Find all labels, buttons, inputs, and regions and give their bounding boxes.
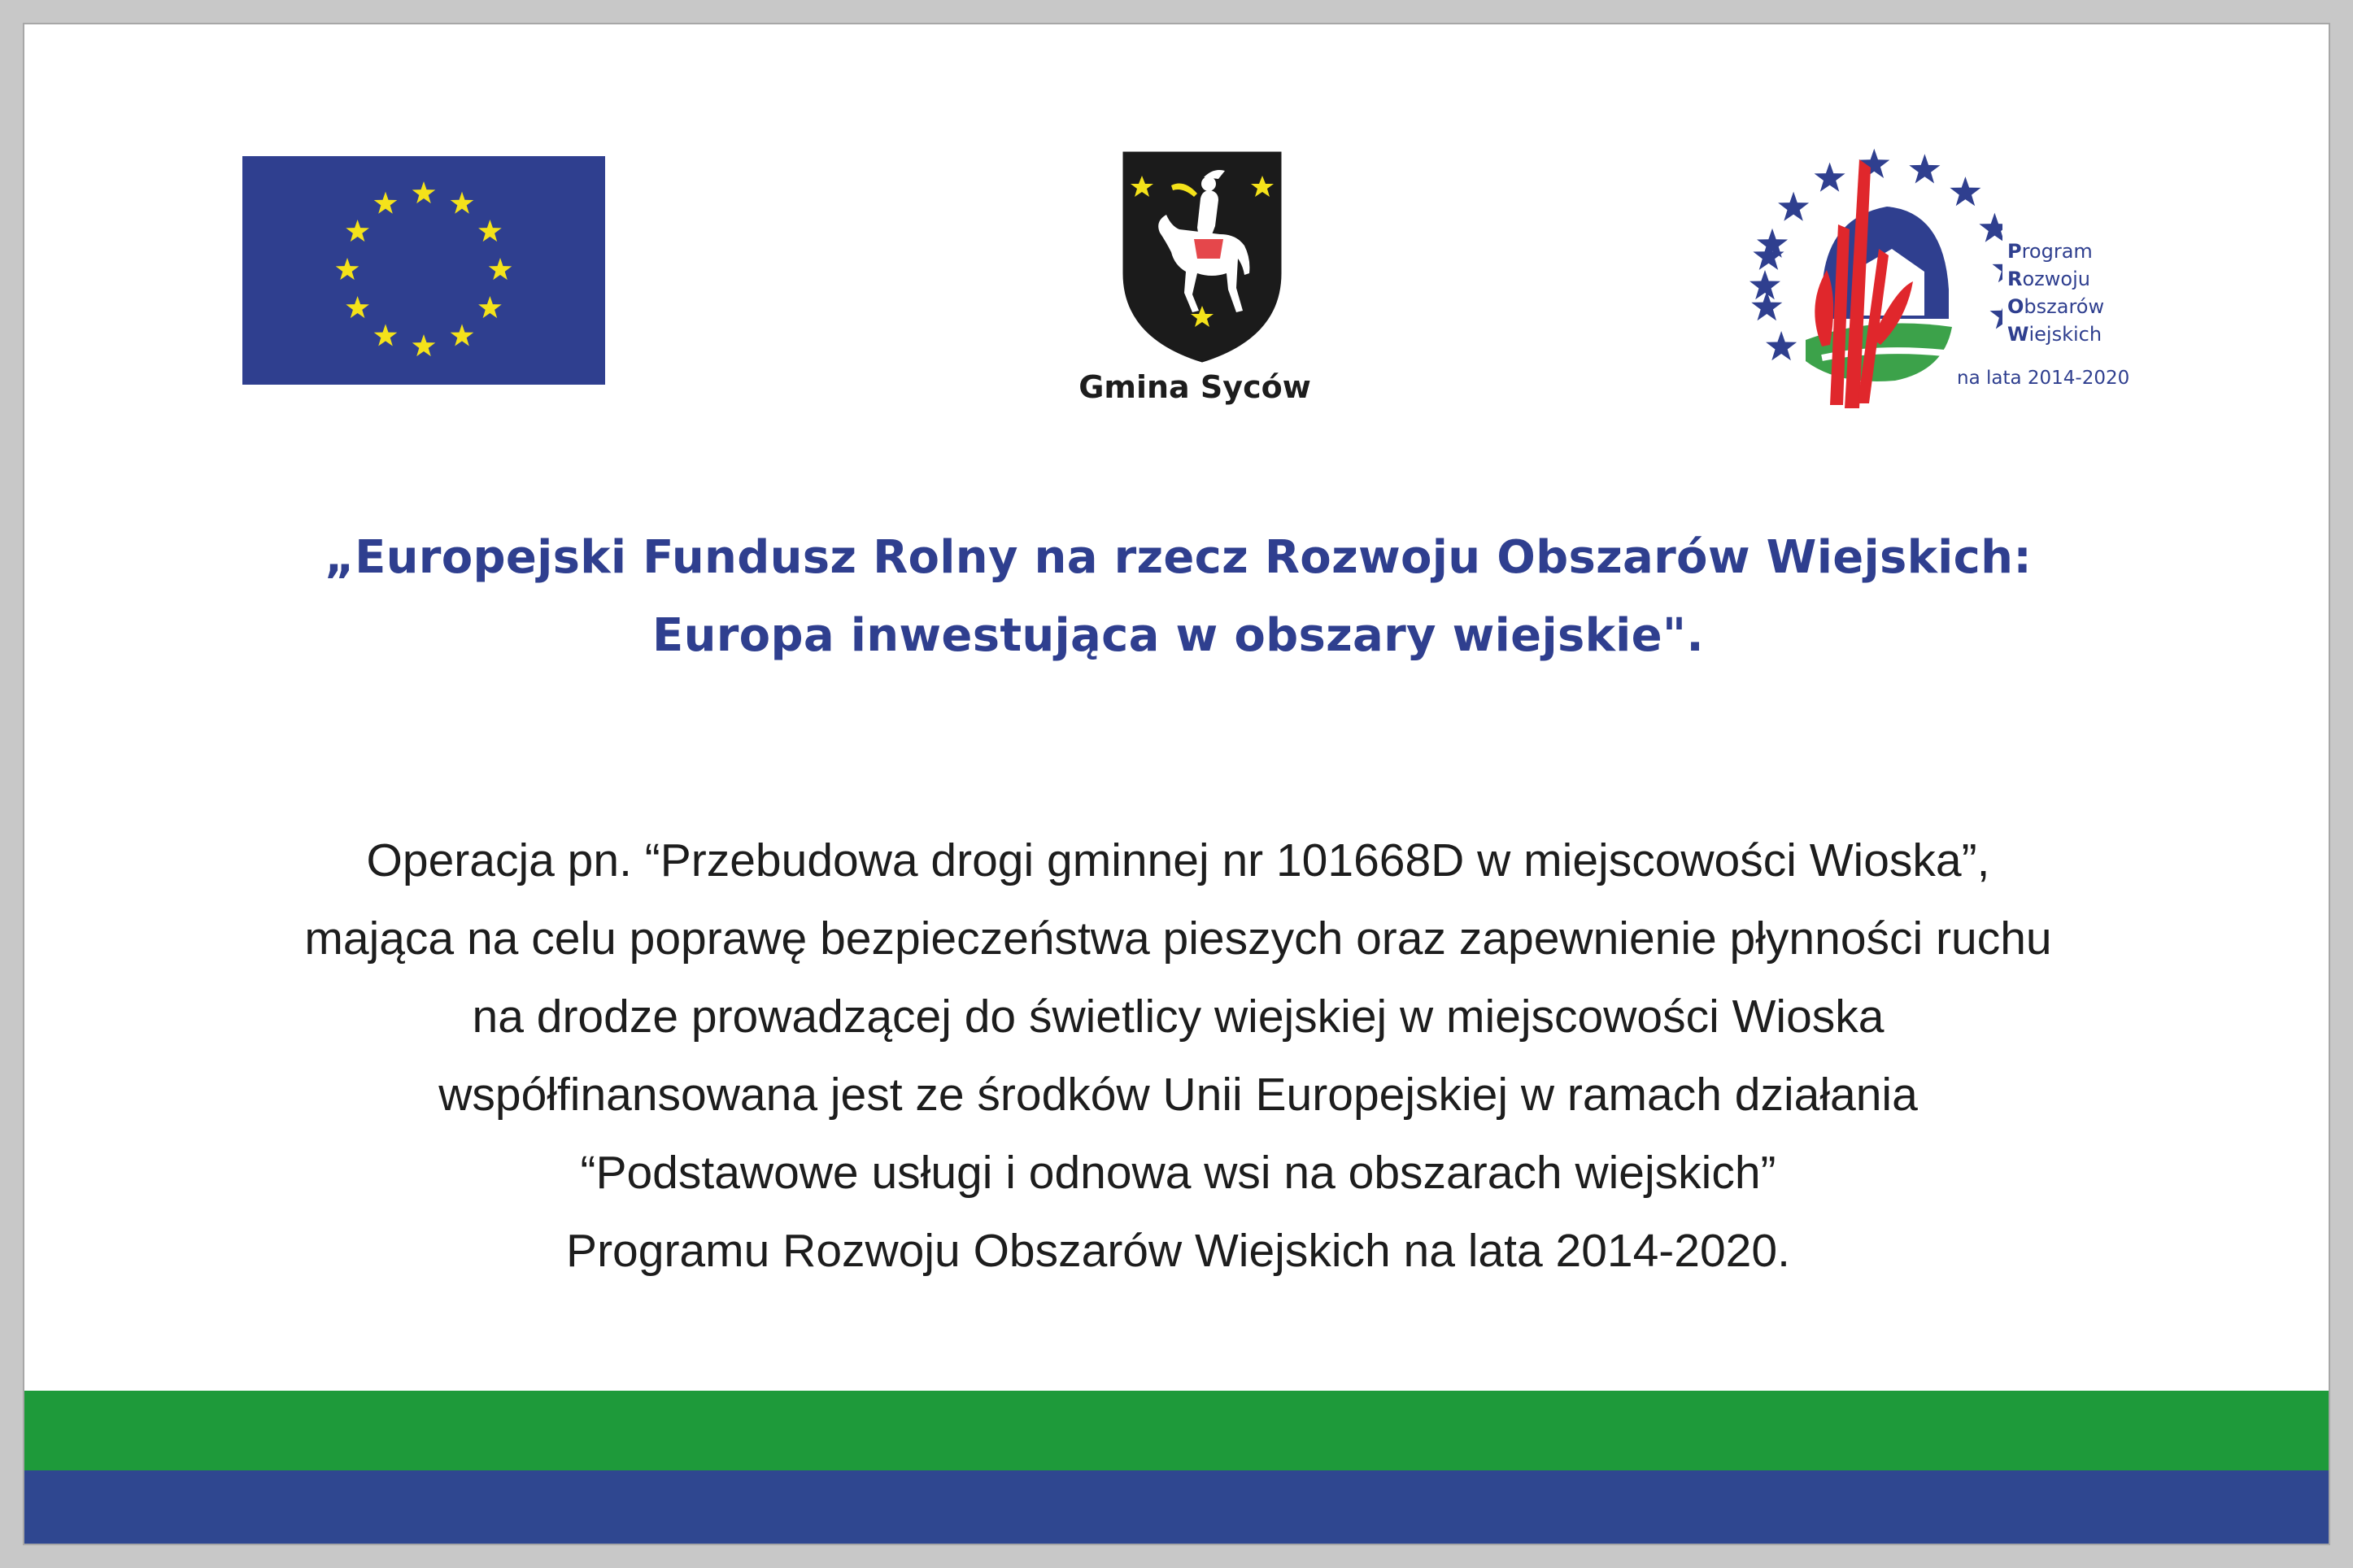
prow-star-icon bbox=[1979, 213, 2002, 242]
prow-word: Program bbox=[2007, 240, 2093, 263]
prow-years-label: na lata 2014-2020 bbox=[1957, 368, 2130, 389]
slogan-line: „Europejski Fundusz Rolny na rzecz Rozwoju Obszarów Wiejskich: bbox=[324, 531, 2033, 584]
operation-line: współfinansowana jest ze środków Unii Europejskiej w ramach działania bbox=[438, 1069, 1918, 1121]
gmina-name-label: Gmina Syców bbox=[1078, 369, 1311, 405]
operation-line: mająca na celu poprawę bezpieczeństwa pieszych oraz zapewnienie płynności ruchu bbox=[304, 912, 2052, 965]
prow-star-icon bbox=[1909, 154, 1940, 183]
information-board bbox=[23, 23, 2330, 1545]
slogan-line: Europa inwestująca w obszary wiejskie". bbox=[652, 609, 1704, 662]
eu-flag-icon bbox=[242, 156, 605, 385]
slogan-heading bbox=[24, 519, 2330, 675]
gmina-emblem-logo bbox=[1051, 151, 1339, 428]
prow-word: Obszarów bbox=[2007, 295, 2105, 318]
prow-star-icon bbox=[1749, 270, 1780, 299]
prow-word: Wiejskich bbox=[2007, 323, 2102, 346]
operation-line: Operacja pn. “Przebudowa drogi gminnej nr 101668D w miejscowości Wioska”, bbox=[366, 834, 1990, 886]
prow-logo bbox=[1700, 127, 2155, 428]
coat-of-arms-icon bbox=[1122, 151, 1282, 363]
operation-line: “Podstawowe usługi i odnowa wsi na obszarach wiejskich” bbox=[580, 1147, 1776, 1199]
prow-star-icon bbox=[1778, 192, 1809, 221]
operation-line: na drodze prowadzącej do świetlicy wiejskiej w miejscowości Wioska bbox=[472, 991, 1885, 1043]
operation-description bbox=[24, 821, 2330, 1290]
prow-star-icon bbox=[1990, 299, 2003, 329]
eu-flag-logo bbox=[242, 156, 605, 385]
prow-name bbox=[2007, 237, 2104, 348]
blue-stripe bbox=[24, 1470, 2329, 1545]
green-stripe bbox=[24, 1391, 2329, 1470]
prow-star-icon bbox=[1766, 331, 1797, 360]
prow-word: Rozwoju bbox=[2007, 268, 2090, 290]
operation-line: Programu Rozwoju Obszarów Wiejskich na lata 2014-2020. bbox=[566, 1225, 1790, 1277]
prow-star-icon bbox=[1751, 291, 1782, 320]
prow-star-icon bbox=[1815, 163, 1845, 192]
prow-star-icon bbox=[1950, 176, 1980, 206]
prow-star-icon bbox=[1993, 253, 2003, 282]
